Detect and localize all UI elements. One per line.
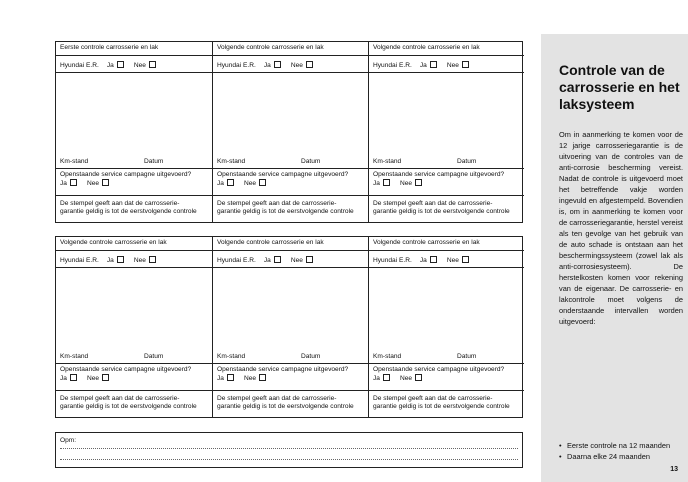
remarks-line bbox=[60, 459, 518, 460]
nee-checkbox[interactable] bbox=[102, 179, 109, 186]
sidebar-body: Om in aanmerking te komen voor de 12 jarige carrosseriegarantie is de uitvoering van de controles van de anti-corrosie bescherming vereist. Nadat de controle is uitgevoerd moet het betreffende vakje worden ingevuld en afgestempeld. Bovendien is, om in aanmerking te komen voor de carrosseriegarantie, herstel vereist als ten gevolge van het gebruik van de auto schade is ontstaan aan het beschermingssysteem (zowel lak als anti-corrosiesysteem). De herstelkosten komen voor rekening van de eigenaar. De carrosserie- en lakcontrole moet volgens de onderstaande intervallen worden uitgevoerd: bbox=[559, 130, 683, 326]
campaign-row: Openstaande service campagne uitgevoerd? Ja Nee bbox=[213, 169, 369, 196]
column-header: Volgende controle carrosserie en lak bbox=[213, 237, 369, 251]
inspection-column bbox=[212, 42, 369, 222]
column-header: Volgende controle carrosserie en lak bbox=[369, 42, 524, 56]
nee-checkbox[interactable] bbox=[259, 374, 266, 381]
nee-checkbox[interactable] bbox=[462, 61, 469, 68]
stamp-area[interactable]: Km-stand Datum bbox=[213, 73, 369, 169]
stamp-area[interactable]: Km-stand Datum bbox=[369, 268, 524, 364]
ja-checkbox[interactable] bbox=[274, 256, 281, 263]
inspection-block-2 bbox=[55, 236, 523, 418]
remarks-label: Opm: bbox=[60, 437, 77, 444]
inspection-column bbox=[368, 237, 524, 417]
page-number: 13 bbox=[670, 466, 678, 473]
hyundai-row: Hyundai E.R. Ja Nee bbox=[369, 251, 524, 268]
nee-checkbox[interactable] bbox=[102, 374, 109, 381]
campaign-row: Openstaande service campagne uitgevoerd? Ja Nee bbox=[369, 169, 524, 196]
ja-checkbox[interactable] bbox=[70, 374, 77, 381]
ja-checkbox[interactable] bbox=[383, 179, 390, 186]
info-sidebar bbox=[541, 34, 688, 482]
campaign-row: Openstaande service campagne uitgevoerd? Ja Nee bbox=[213, 364, 369, 391]
ja-checkbox[interactable] bbox=[274, 61, 281, 68]
stamp-note: De stempel geeft aan dat de carrosserie- garantie geldig is tot de eerstvolgende controle bbox=[373, 395, 510, 410]
hyundai-row: Hyundai E.R. Ja Nee bbox=[56, 56, 212, 73]
stamp-note: De stempel geeft aan dat de carrosserie- garantie geldig is tot de eerstvolgende controle bbox=[217, 200, 354, 215]
nee-checkbox[interactable] bbox=[259, 179, 266, 186]
hyundai-row: Hyundai E.R. Ja Nee bbox=[213, 56, 369, 73]
inspection-column bbox=[212, 237, 369, 417]
nee-checkbox[interactable] bbox=[415, 374, 422, 381]
nee-checkbox[interactable] bbox=[462, 256, 469, 263]
nee-checkbox[interactable] bbox=[306, 256, 313, 263]
campaign-row: Openstaande service campagne uitgevoerd? Ja Nee bbox=[369, 364, 524, 391]
ja-checkbox[interactable] bbox=[70, 179, 77, 186]
ja-checkbox[interactable] bbox=[430, 61, 437, 68]
interval-list bbox=[559, 440, 683, 462]
nee-checkbox[interactable] bbox=[415, 179, 422, 186]
interval-item: • Eerste controle na 12 maanden bbox=[559, 440, 683, 451]
column-header: Volgende controle carrosserie en lak bbox=[56, 237, 212, 251]
remarks-box[interactable] bbox=[55, 432, 523, 468]
column-header: Volgende controle carrosserie en lak bbox=[369, 237, 524, 251]
campaign-row: Openstaande service campagne uitgevoerd? Ja Nee bbox=[56, 364, 212, 391]
nee-checkbox[interactable] bbox=[149, 256, 156, 263]
inspection-block-1 bbox=[55, 41, 523, 223]
stamp-area[interactable]: Km-stand Datum bbox=[56, 73, 212, 169]
inspection-column bbox=[56, 42, 212, 222]
campaign-row: Openstaande service campagne uitgevoerd? Ja Nee bbox=[56, 169, 212, 196]
hyundai-row: Hyundai E.R. Ja Nee bbox=[56, 251, 212, 268]
hyundai-row: Hyundai E.R. Ja Nee bbox=[369, 56, 524, 73]
ja-checkbox[interactable] bbox=[227, 179, 234, 186]
stamp-note: De stempel geeft aan dat de carrosserie- garantie geldig is tot de eerstvolgende controle bbox=[60, 200, 197, 215]
remarks-line bbox=[60, 448, 518, 449]
nee-checkbox[interactable] bbox=[149, 61, 156, 68]
ja-checkbox[interactable] bbox=[117, 61, 124, 68]
stamp-area[interactable]: Km-stand Datum bbox=[369, 73, 524, 169]
stamp-area[interactable]: Km-stand Datum bbox=[56, 268, 212, 364]
stamp-note: De stempel geeft aan dat de carrosserie- garantie geldig is tot de eerstvolgende controle bbox=[60, 395, 197, 410]
stamp-note: De stempel geeft aan dat de carrosserie- garantie geldig is tot de eerstvolgende controle bbox=[217, 395, 354, 410]
stamp-note: De stempel geeft aan dat de carrosserie- garantie geldig is tot de eerstvolgende controle bbox=[373, 200, 510, 215]
ja-checkbox[interactable] bbox=[227, 374, 234, 381]
inspection-column bbox=[56, 237, 212, 417]
stamp-area[interactable]: Km-stand Datum bbox=[213, 268, 369, 364]
ja-checkbox[interactable] bbox=[383, 374, 390, 381]
sidebar-title: Controle van de carrosserie en het laksysteem bbox=[559, 62, 680, 112]
nee-checkbox[interactable] bbox=[306, 61, 313, 68]
ja-checkbox[interactable] bbox=[430, 256, 437, 263]
column-header: Eerste controle carrosserie en lak bbox=[56, 42, 212, 56]
interval-item: • Daarna elke 24 maanden bbox=[559, 451, 683, 462]
ja-checkbox[interactable] bbox=[117, 256, 124, 263]
hyundai-row: Hyundai E.R. Ja Nee bbox=[213, 251, 369, 268]
inspection-column bbox=[368, 42, 524, 222]
column-header: Volgende controle carrosserie en lak bbox=[213, 42, 369, 56]
